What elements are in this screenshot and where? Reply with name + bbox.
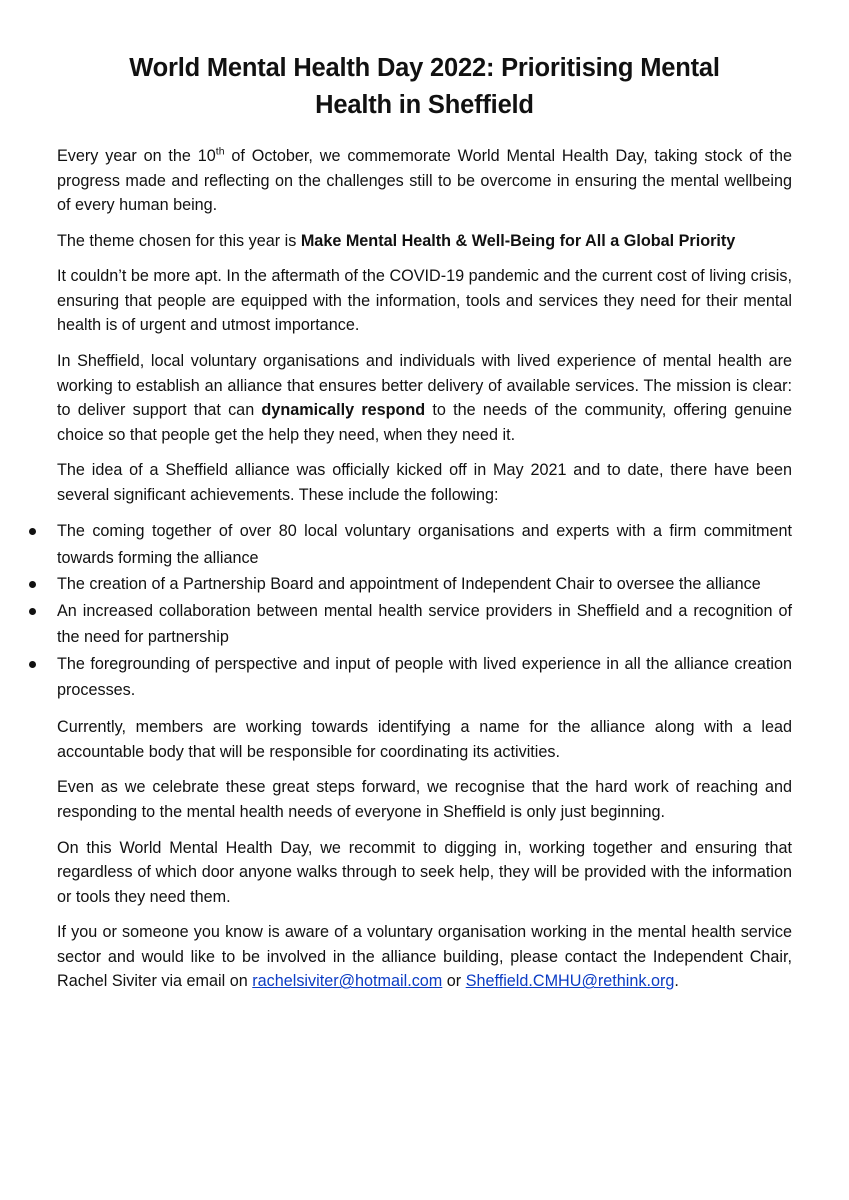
list-item-text: The creation of a Partnership Board and appointment of Independent Chair to oversee the alliance — [57, 575, 761, 594]
contact-text: If you or someone you know is aware of a voluntary organisation working in the mental health service sector and would like to be involved in the alliance building, please contact the Independent Chair, Rachel Siviter via email on — [57, 923, 792, 991]
paragraph-sheffield — [57, 349, 792, 447]
email-link-cmhu[interactable]: Sheffield.CMHU@rethink.org — [465, 972, 675, 991]
list-item-text: An increased collaboration between mental health service providers in Sheffield and a recognition of the need for partnership — [57, 601, 792, 647]
paragraph-theme — [57, 229, 792, 254]
intro-text-end: of October, we commemorate World Mental Health Day, taking stock of the progress made and reflecting on the challenges still to be overcome in ensuring the mental wellbeing of every human being. — [57, 147, 792, 214]
paragraph-celebrate: Even as we celebrate these great steps forward, we recognise that the hard work of reaching and responding to the mental health needs of everyone in Sheffield is only just beginning. — [57, 778, 792, 821]
sheffield-text-end: to the needs of the community, offering genuine choice so that people get the help they need, when they need it. — [57, 401, 792, 444]
paragraph-recommit: On this World Mental Health Day, we recommit to digging in, working together and ensuring that regardless of which door anyone walks through to seek help, they will be provided with the information or tools they need them. — [57, 838, 792, 906]
ordinal-suffix: th — [215, 145, 225, 158]
paragraph-achievements-intro: The idea of a Sheffield alliance was officially kicked off in May 2021 and to date, there have been several significant achievements. These include the following: — [57, 461, 792, 504]
bullet-icon — [29, 528, 36, 535]
list-item-text: The foregrounding of perspective and input of people with lived experience in all the alliance creation processes. — [57, 654, 792, 700]
list-item — [57, 518, 792, 571]
contact-period: . — [674, 972, 679, 991]
paragraph-intro — [57, 144, 792, 218]
paragraph-current-work: Currently, members are working towards identifying a name for the alliance along with a lead accountable body that will be responsible for coordinating its activities. — [57, 718, 792, 761]
email-link-rachel[interactable]: rachelsiviter@hotmail.com — [252, 972, 443, 991]
page-title — [57, 50, 792, 124]
sheffield-text-start: In Sheffield, local voluntary organisations and individuals with lived experience of mental health are working to establish an alliance that ensures better delivery of available services. The mission is clear: to deliver support that can — [57, 352, 792, 420]
intro-text-start: Every year on the 10 — [57, 147, 216, 165]
bullet-icon — [29, 581, 36, 588]
list-item-text: The coming together of over 80 local voluntary organisations and experts with a firm commitment towards forming the alliance — [57, 522, 792, 567]
title-line-2: Health in Sheffield — [315, 91, 534, 119]
theme-lead: The theme chosen for this year is — [57, 231, 301, 250]
list-item — [57, 651, 792, 704]
theme-name: Make Mental Health & Well-Being for All a Global Priority — [300, 231, 736, 250]
bullet-icon — [29, 608, 36, 615]
list-item — [57, 598, 792, 651]
emphasis-dynamically-respond: dynamically respond — [261, 401, 426, 420]
bullet-icon — [29, 661, 36, 668]
list-item — [57, 571, 792, 598]
paragraph-apt: It couldn’t be more apt. In the aftermath of the COVID-19 pandemic and the current cost of living crisis, ensuring that people are equipped with the information, tools and services they need for their mental health is of urgent and utmost importance. — [57, 267, 792, 335]
title-line-1: World Mental Health Day 2022: Prioritising Mental — [129, 54, 720, 82]
achievements-list — [57, 518, 792, 704]
contact-or: or — [442, 972, 466, 991]
paragraph-contact — [57, 920, 792, 994]
